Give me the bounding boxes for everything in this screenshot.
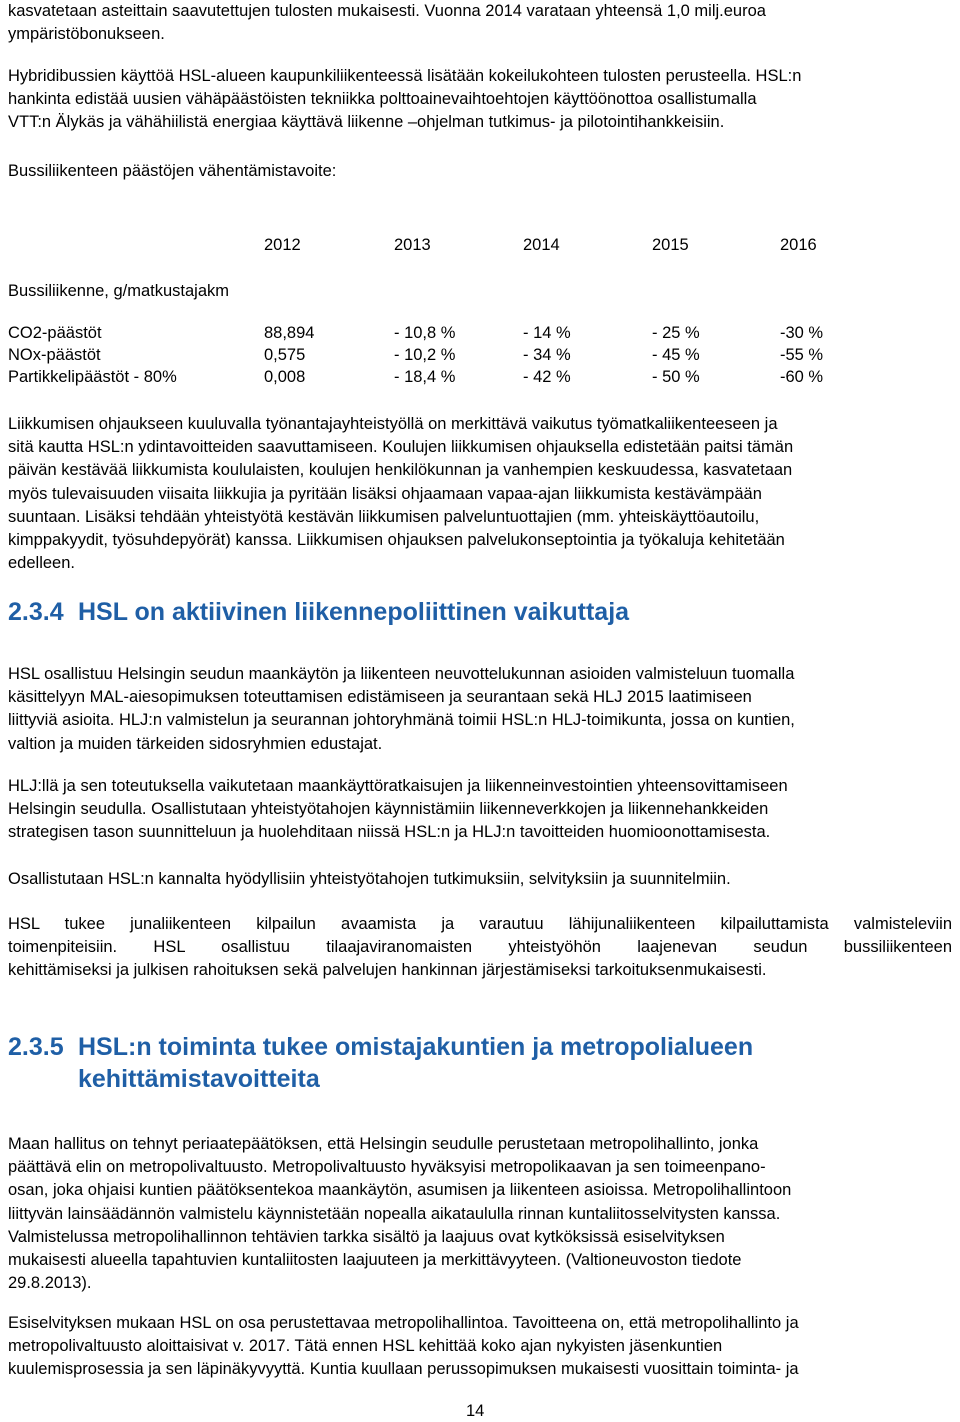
heading-title: HSL:n toiminta tukee omistajakuntien ja metropolialueen — [78, 1033, 754, 1061]
heading-number: 2.3.5 — [8, 1033, 64, 1061]
text-line: päivän kestävää liikkumista koululaisten, koulujen henkilökunnan ja vanhempien keskuudessa, kasvatetaan — [8, 461, 793, 480]
table-cell: -55 % — [780, 346, 824, 364]
paragraph-research-participation — [8, 868, 952, 891]
table-cell: 0,575 — [264, 346, 306, 364]
table-cell: - 34 % — [523, 346, 571, 364]
row-label: CO2-päästöt — [8, 324, 102, 342]
table-cell: - 25 % — [652, 324, 700, 342]
section-heading-2-3-5 — [8, 1031, 753, 1095]
year-header: 2015 — [652, 236, 689, 254]
text-line: toimenpiteisiin. HSL osallistuu tilaajaviranomaisten yhteistyöhön laajenevan seudun bussiliikenteen — [8, 938, 952, 957]
heading-title: HSL on aktiivinen liikennepoliittinen vaikuttaja — [78, 598, 630, 626]
paragraph-rail-competition — [8, 913, 952, 983]
text-line: Bussiliikenteen päästöjen vähentämistavoite: — [8, 162, 337, 180]
text-line: suuntaan. Lisäksi tehdään yhteistyötä kestävän liikkumisen palveluntuottajien (mm. yhteiskäyttöautoilu, — [8, 507, 760, 526]
year-header: 2012 — [264, 236, 301, 254]
table-cell: - 50 % — [652, 368, 700, 386]
text-line: Hybridibussien käyttöä HSL-alueen kaupunkiliikenteessä lisätään kokeilukohteen tulosten perusteella. HSL:n — [8, 67, 802, 85]
paragraph-mal-cooperation — [8, 663, 952, 756]
row-label-header: Bussiliikenne, g/matkustajakm — [8, 282, 230, 300]
text-line: liittyvän lainsäädännön valmistelu käynnistetään nopealla aikataululla rinnan kuntaliitosselvitysten kanssa. — [8, 1204, 781, 1223]
paragraph-hlj-implementation — [8, 775, 952, 845]
table-cell: 88,894 — [264, 324, 315, 342]
table-cell: - 14 % — [523, 324, 571, 342]
text-line: VTT:n Älykäs ja vähähiilistä energiaa käyttävä liikenne –ohjelman tutkimus- ja pilotointihankkeisiin. — [8, 113, 725, 132]
text-line: hankinta edistää uusien vähäpäästöisten tekniikka polttoainevaihtoehtojen käyttöönottoa osallistumalla — [8, 90, 757, 109]
text-line: Esiselvityksen mukaan HSL on osa perustettavaa metropolihallintoa. Tavoitteena on, että metropolihallinto ja — [8, 1314, 799, 1332]
table-cell: - 10,2 % — [394, 346, 456, 364]
text-line: HSL tukee junaliikenteen kilpailun avaamista ja varautuu lähijunaliikenteen kilpailuttamista valmisteleviin — [8, 915, 952, 933]
text-line: Maan hallitus on tehnyt periaatepäätöksen, että Helsingin seudulle perustetaan metropolihallinto, jonka — [8, 1135, 759, 1153]
table-row — [8, 255, 880, 301]
emissions-table — [8, 228, 880, 387]
section-heading-2-3-4 — [8, 596, 629, 628]
text-line: strategisen tason suunnitteluun ja huolehditaan niissä HSL:n ja HLJ:n tavoitteiden huomioonottamisesta. — [8, 823, 771, 842]
text-line: osan, joka ohjaisi kuntien päätöksentekoa maankäytön, asumisen ja liikenteen asioissa. Metropolihallintoon — [8, 1181, 792, 1200]
text-line: sitä kautta HSL:n ydintavoitteiden saavuttamiseen. Koulujen liikkumisen ohjauksella edistetään paitsi tämän — [8, 438, 794, 457]
table-row — [8, 365, 880, 387]
paragraph-metropolitan-government — [8, 1133, 952, 1295]
table-cell: - 10,8 % — [394, 324, 456, 342]
table-cell: -30 % — [780, 324, 824, 342]
text-line: Liikkumisen ohjaukseen kuuluvalla työnantajayhteistyöllä on merkittävä vaikutus työmatkaliikenteeseen ja — [8, 415, 778, 433]
table-row — [8, 343, 880, 365]
text-line: 29.8.2013). — [8, 1274, 92, 1293]
year-header: 2014 — [523, 236, 560, 254]
table-cell: - 45 % — [652, 346, 700, 364]
paragraph-hybrid-buses — [8, 65, 952, 135]
table-cell: 0,008 — [264, 368, 306, 386]
year-header: 2016 — [780, 236, 817, 254]
text-line: edelleen. — [8, 554, 75, 573]
table-row — [8, 321, 880, 343]
year-header: 2013 — [394, 236, 431, 254]
text-line: liittyviä asioita. HLJ:n valmistelun ja seurannan johtoryhmänä toimii HSL:n HLJ-toimikunta, jossa on kuntien, — [8, 711, 795, 730]
text-line: kimppakyydit, työsuhdepyörät) kanssa. Liikkumisen ohjauksen palvelukonseptointia ja työkaluja kehitetään — [8, 531, 785, 550]
text-line: kasvatetaan asteittain saavutettujen tulosten mukaisesti. Vuonna 2014 varataan yhteensä 1,0 milj.euroa — [8, 2, 766, 20]
text-line: kehittämiseksi ja julkisen rahoituksen sekä palvelujen hankinnan järjestämiseksi tarkoituksenmukaisesti. — [8, 961, 767, 980]
text-line: HLJ:llä ja sen toteutuksella vaikutetaan maankäyttöratkaisujen ja liikenneinvestointien yhteensovittamiseen — [8, 777, 788, 795]
text-line: Helsingin seudulla. Osallistutaan yhteistyötahojen käynnistämiin liikenneverkkojen ja liikennehankkeiden — [8, 800, 769, 819]
table-cell: - 42 % — [523, 368, 571, 386]
paragraph-preliminary-study — [8, 1312, 952, 1382]
row-label: Partikkelipäästöt - 80% — [8, 368, 177, 386]
text-line: ympäristöbonukseen. — [8, 25, 165, 44]
text-line: päättävä elin on metropolivaltuusto. Metropolivaltuusto hyväksyisi metropolikaavan ja sen toimeenpano- — [8, 1158, 766, 1177]
text-line: HSL osallistuu Helsingin seudun maankäytön ja liikenteen neuvottelukunnan asioiden valmisteluun tuomalla — [8, 665, 795, 683]
paragraph-emission-goal-intro — [8, 160, 952, 183]
text-line: Osallistutaan HSL:n kannalta hyödyllisiin yhteistyötahojen tutkimuksiin, selvityksiin ja suunnitelmiin. — [8, 870, 731, 888]
text-line: mukaisesti alueella tapahtuvien kuntaliitosten laajuuteen ja merkittävyyteen. (Valtioneuvoston tiedote — [8, 1251, 742, 1270]
table-header-row — [8, 228, 880, 255]
row-label: NOx-päästöt — [8, 346, 101, 364]
heading-number: 2.3.4 — [8, 598, 64, 626]
heading-title-continued: kehittämistavoitteita — [78, 1065, 320, 1093]
text-line: kuulemisprosessia ja sen läpinäkyvyyttä. Kuntia kuullaan perussopimuksen mukaisesti vuosittain toiminta- ja — [8, 1360, 799, 1379]
text-line: valtion ja muiden tärkeiden sidosryhmien edustajat. — [8, 734, 383, 753]
paragraph-bonus — [8, 0, 952, 46]
text-line: myös tulevaisuuden viisaita liikkujia ja pyritään lisäksi ohjaamaan vapaa-ajan liikkumista kestävämpään — [8, 484, 762, 503]
text-line: Valmistelussa metropolihallinnon tehtävien tarkka sisältö ja laajuus ovat kytköksissä esiselvityksen — [8, 1227, 725, 1246]
table-cell: -60 % — [780, 368, 824, 386]
paragraph-mobility-management — [8, 413, 952, 575]
text-line: metropolivaltuusto aloittaisivat v. 2017. Tätä ennen HSL kehittää koko ajan nykyisten jäsenkuntien — [8, 1337, 723, 1356]
text-line: käsittelyyn MAL-aiesopimuksen toteuttamisen edistämiseen ja seurantaan sekä HLJ 2015 laatimiseen — [8, 688, 752, 707]
table-cell: - 18,4 % — [394, 368, 456, 386]
page-number: 14 — [466, 1402, 485, 1420]
